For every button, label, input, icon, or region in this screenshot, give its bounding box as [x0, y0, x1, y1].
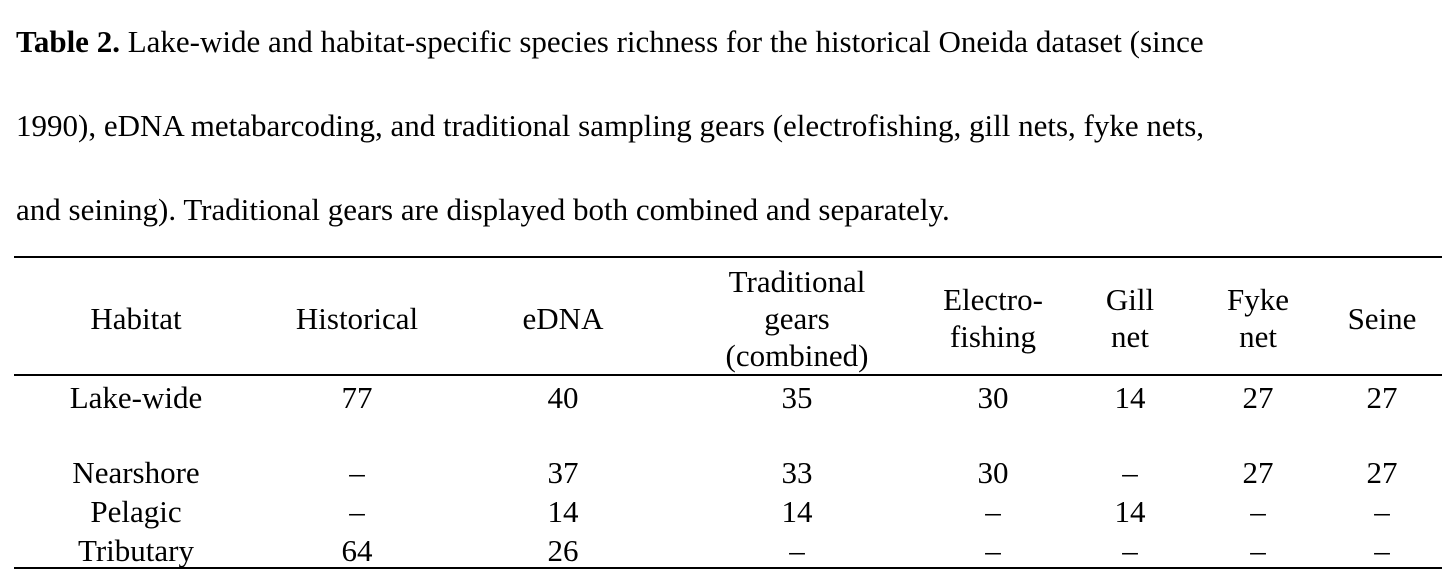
row-label: Pelagic — [90, 494, 182, 529]
column-header-edna — [523, 300, 604, 337]
column-header-text: gears — [764, 300, 830, 336]
table-header-rule — [14, 374, 1442, 376]
column-header-text: Gill — [1105, 282, 1155, 317]
table-cell: 27 — [1242, 380, 1274, 415]
column-header-text: Electro- — [943, 282, 1043, 317]
row-label: Nearshore — [72, 455, 200, 490]
column-header-habitat — [90, 300, 181, 337]
column-header-text: Fyke — [1227, 282, 1289, 317]
table-cell: 27 — [1242, 455, 1274, 490]
caption-line-2: 1990), eDNA metabarcoding, and traditional sampling gears (electrofishing, gill nets, fyke nets, — [16, 108, 1205, 143]
table-cell: 77 — [341, 380, 373, 415]
table-cell: 30 — [977, 455, 1009, 490]
table-cell: 30 — [977, 380, 1009, 415]
table-cell: – — [349, 455, 365, 490]
table-cell: 35 — [781, 380, 813, 415]
table-cell: 64 — [341, 533, 373, 568]
caption-text-1: Lake-wide and habitat-specific species richness for the historical Oneida dataset (since — [119, 24, 1204, 59]
column-header-seine — [1348, 300, 1417, 337]
table-cell: – — [985, 533, 1001, 568]
table-caption — [16, 0, 1446, 252]
table-cell: 26 — [547, 533, 579, 568]
caption-line-1 — [16, 0, 1446, 84]
table-cell: – — [1250, 533, 1266, 568]
table-cell: – — [1250, 494, 1266, 529]
column-header-traditional-combined — [726, 263, 869, 374]
table-cell: – — [1122, 533, 1138, 568]
column-header-text: Traditional — [728, 263, 866, 299]
column-header-text: Habitat — [90, 300, 182, 336]
column-header-text: Historical — [295, 300, 419, 336]
table-bottom-rule — [14, 567, 1442, 569]
table-cell: – — [1374, 533, 1390, 568]
column-header-text: (combined) — [725, 337, 869, 373]
table-cell: 27 — [1366, 455, 1398, 490]
caption-label: Table 2. — [16, 24, 120, 59]
table-cell: 14 — [1114, 380, 1146, 415]
table-cell: 33 — [781, 455, 813, 490]
caption-line-3: and seining). Traditional gears are displayed both combined and separately. — [16, 192, 950, 227]
column-header-gill-net — [1106, 281, 1154, 355]
table-cell: – — [349, 494, 365, 529]
table-cell: – — [789, 533, 805, 568]
column-header-text: net — [1239, 319, 1277, 354]
column-header-text: Seine — [1347, 300, 1417, 336]
table-cell: – — [1374, 494, 1390, 529]
column-header-text: net — [1111, 319, 1149, 354]
table-top-rule — [14, 256, 1442, 258]
table-cell: 14 — [547, 494, 579, 529]
table-cell: – — [1122, 455, 1138, 490]
column-header-historical — [296, 300, 418, 337]
table-cell: 37 — [547, 455, 579, 490]
column-header-text: eDNA — [522, 300, 604, 336]
table-cell: 40 — [547, 380, 579, 415]
table-cell: 14 — [1114, 494, 1146, 529]
column-header-text: fishing — [949, 319, 1037, 354]
table-cell: 14 — [781, 494, 813, 529]
column-header-electrofishing — [943, 281, 1043, 355]
table-cell: 27 — [1366, 380, 1398, 415]
column-header-fyke-net — [1227, 281, 1289, 355]
row-label: Lake-wide — [69, 380, 203, 415]
table-cell: – — [985, 494, 1001, 529]
row-label: Tributary — [78, 533, 194, 568]
